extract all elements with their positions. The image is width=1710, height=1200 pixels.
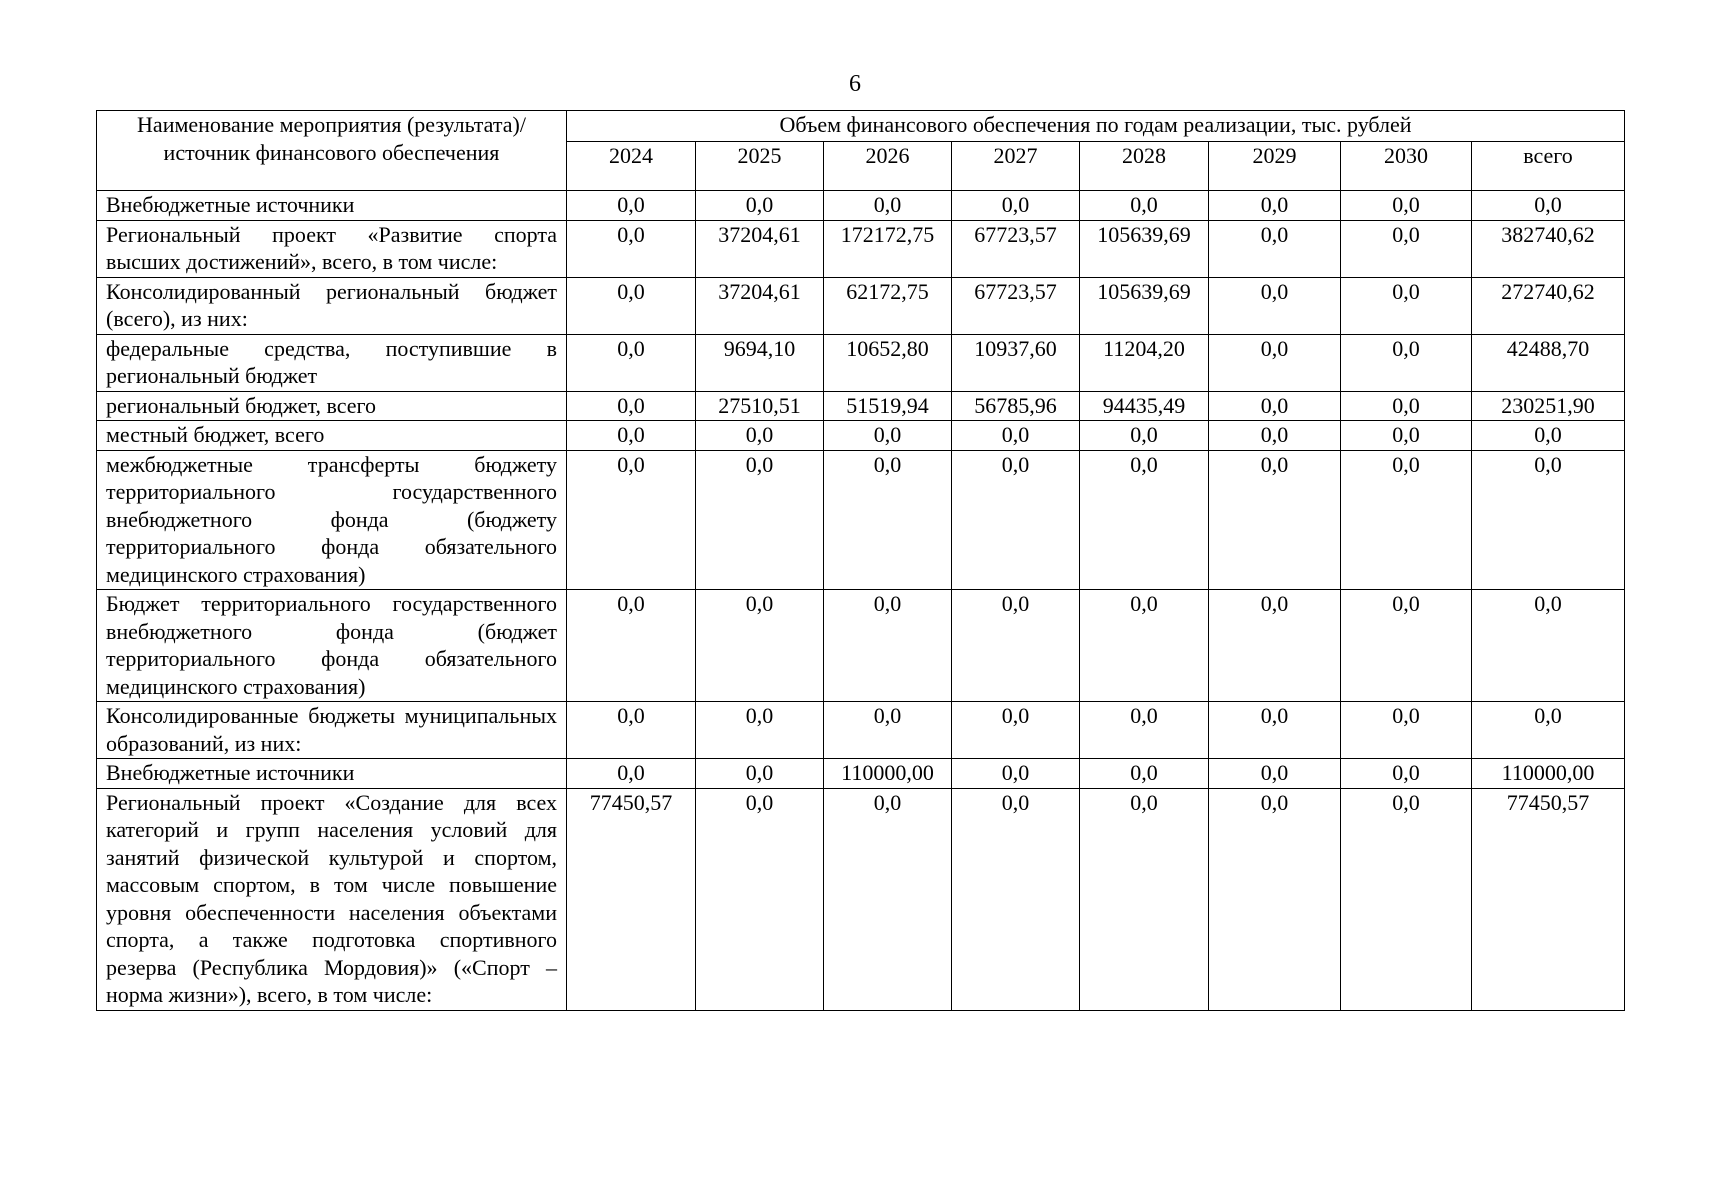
value-cell: 0,0	[1341, 220, 1472, 277]
year-header: 2026	[824, 142, 952, 191]
row-label: федеральные средства, поступившие в региональный бюджет	[97, 334, 567, 391]
row-label: Консолидированный региональный бюджет (всего), из них:	[97, 277, 567, 334]
value-cell: 105639,69	[1080, 277, 1209, 334]
value-cell: 0,0	[1341, 702, 1472, 759]
total-cell: 77450,57	[1472, 788, 1625, 1010]
value-cell: 0,0	[1341, 590, 1472, 702]
value-cell: 0,0	[696, 788, 824, 1010]
row-label: Бюджет территориального государственного внебюджетного фонда (бюджет территориального фонда обязательного медицинского страхования)	[97, 590, 567, 702]
row-label: местный бюджет, всего	[97, 421, 567, 451]
value-cell: 67723,57	[952, 277, 1080, 334]
value-cell: 0,0	[1080, 788, 1209, 1010]
value-cell: 0,0	[696, 421, 824, 451]
value-cell: 0,0	[1209, 391, 1341, 421]
value-cell: 0,0	[1080, 759, 1209, 789]
row-label: региональный бюджет, всего	[97, 391, 567, 421]
value-cell: 0,0	[696, 590, 824, 702]
value-cell: 62172,75	[824, 277, 952, 334]
value-cell: 0,0	[696, 191, 824, 221]
total-cell: 42488,70	[1472, 334, 1625, 391]
value-cell: 0,0	[567, 759, 696, 789]
total-cell: 382740,62	[1472, 220, 1625, 277]
total-header: всего	[1472, 142, 1625, 191]
total-cell: 0,0	[1472, 590, 1625, 702]
value-cell: 0,0	[567, 191, 696, 221]
value-cell: 11204,20	[1080, 334, 1209, 391]
value-cell: 0,0	[1341, 421, 1472, 451]
value-cell: 0,0	[1080, 421, 1209, 451]
value-cell: 0,0	[567, 334, 696, 391]
table-row	[97, 191, 1625, 221]
value-cell: 0,0	[1209, 191, 1341, 221]
table-row	[97, 220, 1625, 277]
value-cell: 0,0	[1209, 277, 1341, 334]
name-column-header: Наименование мероприятия (результата)/источник финансового обеспечения	[97, 111, 567, 191]
value-cell: 0,0	[567, 421, 696, 451]
value-cell: 0,0	[1209, 450, 1341, 590]
value-cell: 110000,00	[824, 759, 952, 789]
value-cell: 10652,80	[824, 334, 952, 391]
value-cell: 37204,61	[696, 220, 824, 277]
value-cell: 0,0	[567, 702, 696, 759]
total-cell: 0,0	[1472, 191, 1625, 221]
value-cell: 0,0	[1209, 590, 1341, 702]
value-cell: 0,0	[696, 702, 824, 759]
financing-table	[96, 110, 1625, 1011]
value-cell: 0,0	[952, 590, 1080, 702]
value-cell: 0,0	[567, 391, 696, 421]
table-row	[97, 391, 1625, 421]
value-cell: 0,0	[696, 450, 824, 590]
row-label: Внебюджетные источники	[97, 191, 567, 221]
year-header: 2024	[567, 142, 696, 191]
value-cell: 0,0	[1341, 759, 1472, 789]
value-cell: 172172,75	[824, 220, 952, 277]
value-cell: 0,0	[1209, 220, 1341, 277]
total-cell: 272740,62	[1472, 277, 1625, 334]
table-body	[97, 191, 1625, 1011]
value-cell: 0,0	[567, 590, 696, 702]
table-row	[97, 334, 1625, 391]
value-cell: 0,0	[1341, 391, 1472, 421]
value-cell: 77450,57	[567, 788, 696, 1010]
value-cell: 0,0	[1341, 334, 1472, 391]
year-header: 2028	[1080, 142, 1209, 191]
row-label: Внебюджетные источники	[97, 759, 567, 789]
value-cell: 0,0	[1209, 759, 1341, 789]
value-cell: 0,0	[824, 450, 952, 590]
value-cell: 0,0	[952, 788, 1080, 1010]
value-cell: 0,0	[1080, 191, 1209, 221]
page-number: 6	[849, 71, 861, 97]
value-cell: 0,0	[952, 191, 1080, 221]
value-cell: 0,0	[1209, 334, 1341, 391]
value-cell: 94435,49	[1080, 391, 1209, 421]
value-cell: 0,0	[567, 220, 696, 277]
value-cell: 0,0	[1209, 702, 1341, 759]
value-cell: 0,0	[1209, 421, 1341, 451]
volume-header: Объем финансового обеспечения по годам реализации, тыс. рублей	[567, 111, 1625, 142]
value-cell: 0,0	[1209, 788, 1341, 1010]
value-cell: 0,0	[952, 759, 1080, 789]
value-cell: 0,0	[952, 450, 1080, 590]
table-row	[97, 590, 1625, 702]
total-cell: 110000,00	[1472, 759, 1625, 789]
total-cell: 0,0	[1472, 702, 1625, 759]
total-cell: 0,0	[1472, 450, 1625, 590]
year-header: 2029	[1209, 142, 1341, 191]
table-row	[97, 759, 1625, 789]
table-row	[97, 421, 1625, 451]
value-cell: 0,0	[567, 450, 696, 590]
value-cell: 10937,60	[952, 334, 1080, 391]
value-cell: 0,0	[1341, 191, 1472, 221]
value-cell: 0,0	[1341, 450, 1472, 590]
value-cell: 0,0	[567, 277, 696, 334]
value-cell: 0,0	[1080, 702, 1209, 759]
total-cell: 0,0	[1472, 421, 1625, 451]
value-cell: 0,0	[1341, 788, 1472, 1010]
value-cell: 0,0	[1080, 450, 1209, 590]
value-cell: 0,0	[952, 421, 1080, 451]
year-header: 2030	[1341, 142, 1472, 191]
value-cell: 51519,94	[824, 391, 952, 421]
value-cell: 105639,69	[1080, 220, 1209, 277]
value-cell: 0,0	[824, 702, 952, 759]
value-cell: 0,0	[824, 590, 952, 702]
value-cell: 0,0	[696, 759, 824, 789]
value-cell: 0,0	[824, 191, 952, 221]
value-cell: 9694,10	[696, 334, 824, 391]
year-header: 2027	[952, 142, 1080, 191]
value-cell: 0,0	[952, 702, 1080, 759]
year-header: 2025	[696, 142, 824, 191]
total-cell: 230251,90	[1472, 391, 1625, 421]
value-cell: 0,0	[1341, 277, 1472, 334]
row-label: межбюджетные трансферты бюджету территориального государственного внебюджетного фонда (бюджету территориального фонда обязательного медицинского страхования)	[97, 450, 567, 590]
table-row	[97, 450, 1625, 590]
value-cell: 0,0	[824, 421, 952, 451]
value-cell: 37204,61	[696, 277, 824, 334]
row-label: Региональный проект «Развитие спорта высших достижений», всего, в том числе:	[97, 220, 567, 277]
value-cell: 0,0	[1080, 590, 1209, 702]
value-cell: 27510,51	[696, 391, 824, 421]
value-cell: 56785,96	[952, 391, 1080, 421]
value-cell: 67723,57	[952, 220, 1080, 277]
table-header	[97, 111, 1625, 191]
row-label: Консолидированные бюджеты муниципальных образований, из них:	[97, 702, 567, 759]
table-row	[97, 277, 1625, 334]
row-label: Региональный проект «Создание для всех категорий и групп населения условий для занятий физической культурой и спортом, массовым спортом, в том числе повышение уровня обеспеченности населения объектами спорта, а также подготовка спортивного резерва (Республика Мордовия)» («Спорт – норма жизни»), всего, в том числе:	[97, 788, 567, 1010]
value-cell: 0,0	[824, 788, 952, 1010]
table-row	[97, 702, 1625, 759]
table-row	[97, 788, 1625, 1010]
